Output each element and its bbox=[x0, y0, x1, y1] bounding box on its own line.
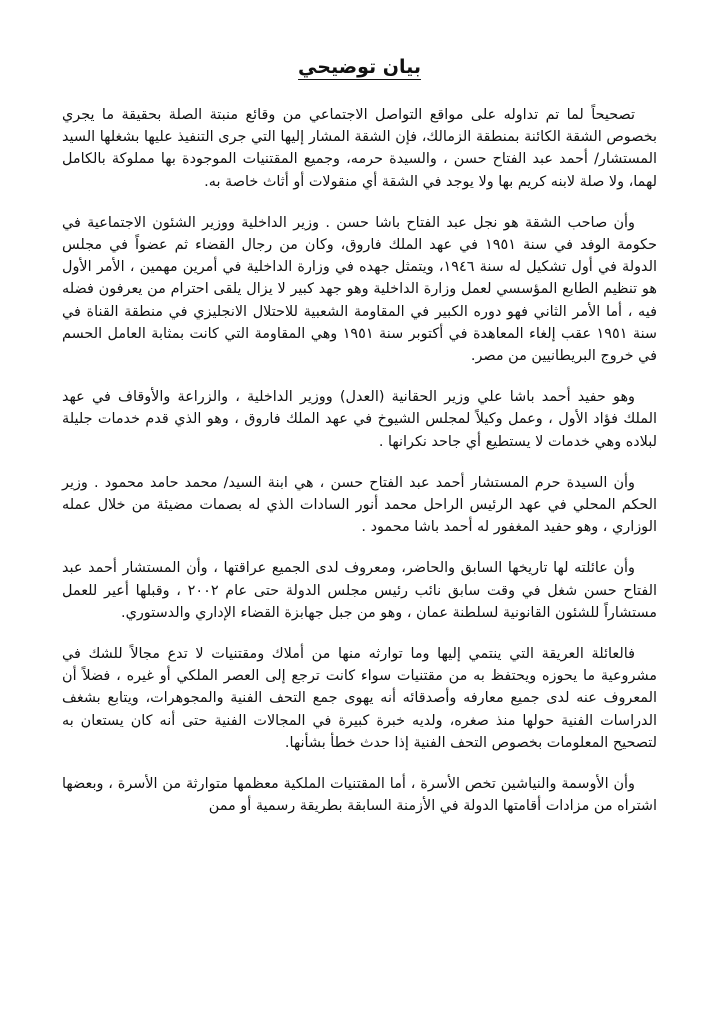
paragraph-7: وأن الأوسمة والنياشين تخص الأسرة ، أما المقتنيات الملكية معظمها متوارثة من الأسرة ، وبعضها اشتراه من مزادات أقامتها الدولة في الأزمنة السابقة بطريقة رسمية أو ممن bbox=[62, 776, 657, 815]
document-title: بيان توضيحي bbox=[298, 56, 421, 78]
paragraph-2: وأن صاحب الشقة هو نجل عبد الفتاح باشا حسن . وزير الداخلية ووزير الشئون الاجتماعية في حكومة الوفد في سنة ١٩٥١ في عهد الملك فاروق، وكان من رجال القضاء ثم عضواً في مجلس الدولة في أول تشكيل له سنة ١٩٤٦، ويتمثل جهده في وزارة الداخلية في أمرين مهمين ، الأمر الأول هو تنظيم الطابع المؤسسي لعمل وزارة الداخلية وهو جهد كبير لا يزال يلقى احترام من يعرفون فضله فيه ، أما الأمر الثاني فهو دوره الكبير في المقاومة الشعبية للاحتلال الانجليزي في منطقة القناة في سنة ١٩٥١ عقب إلغاء المعاهدة في أكتوبر سنة ١٩٥١ وهي المقاومة التي كانت بمثابة العامل الحسم في خروج البريطانيين من مصر. bbox=[62, 214, 657, 365]
paragraph-3: وهو حفيد أحمد باشا علي وزير الحقانية (العدل) ووزير الداخلية ، والزراعة والأوقاف في عهد الملك فؤاد الأول ، وعمل وكيلاً لمجلس الشيوخ في عهد الملك فاروق ، وهو الذي قدم خدمات جليلة لبلاده وهي خدمات لا يستطيع أي جاحد نكرانها . bbox=[62, 389, 657, 450]
paragraph-1: تصحيحاً لما تم تداوله على مواقع التواصل الاجتماعي من وقائع منبتة الصلة بحقيقة ما يجري بخصوص الشقة الكائنة بمنطقة الزمالك، فإن الشقة المشار إليها التي جرى التنفيذ عليها بشغلها السيد المستشار/ أحمد عبد الفتاح حسن ، والسيدة حرمه، وجميع المقتنيات الموجودة بها مملوكة بالكامل لهما، ولا صلة لابنه كريم بها ولا يوجد في الشقة أي منقولات أو أثاث خاصة به. bbox=[62, 107, 657, 190]
paragraph-4: وأن السيدة حرم المستشار أحمد عبد الفتاح حسن ، هي ابنة السيد/ محمد حامد محمود . وزير الحكم المحلي في عهد الرئيس الراحل محمد أنور السادات الذي له بصمات مضيئة من خلال عمله الوزاري ، وهو حفيد المغفور له أحمد باشا محمود . bbox=[62, 474, 657, 536]
paragraph-5: وأن عائلته لها تاريخها السابق والحاضر، ومعروف لدى الجميع عراقتها ، وأن المستشار أحمد عبد الفتاح حسن شغل في وقت سابق نائب رئيس مجلس الدولة حتى عام ٢٠٠٢ ، وقبلها أعير للعمل مستشاراً للشئون القانونية لسلطنة عمان ، وهو من جبل جهابزة القضاء الإداري والدستوري. bbox=[62, 560, 657, 621]
paragraph-6: فالعائلة العريقة التي ينتمي إليها وما توارثه منها من أملاك ومقتنيات لا تدع مجالاً للشك في مشروعية ما يحوزه ويحتفظ به من مقتنيات سواء كانت ترجع إلى العصر الملكي أو غيره ، فضلاً أن المعروف عنه لدى جميع معارفه وأصدقائه أنه يهوى جمع التحف الفنية والمجوهرات، ويتابع بشغف الدراسات الفنية حولها منذ صغره، ولديه خبرة كبيرة في المجالات الفنية حتى أنه كان يستعان به لتصحيح المعلومات بخصوص التحف الفنية إذا حدث خطأ بشأنها. bbox=[62, 646, 657, 751]
